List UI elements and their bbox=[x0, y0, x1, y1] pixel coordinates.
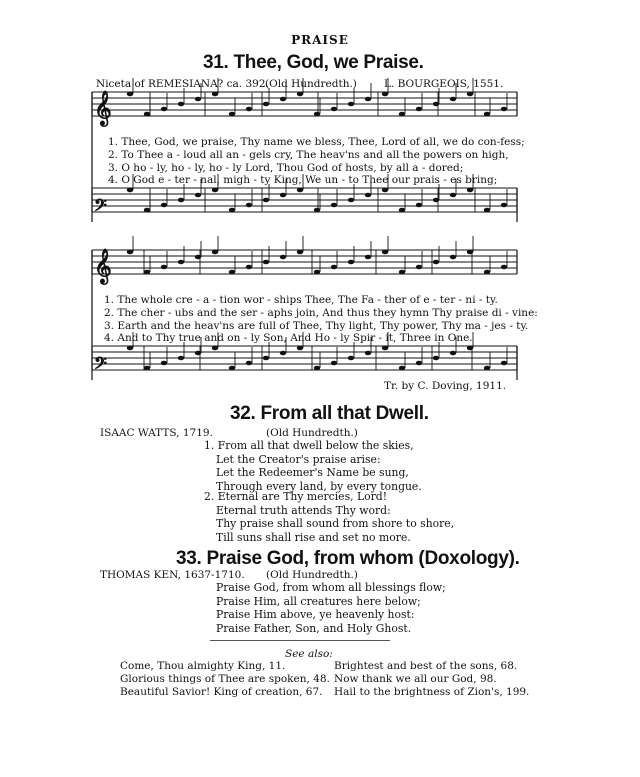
note-head bbox=[229, 208, 235, 213]
treble-clef-icon: 𝄞 bbox=[94, 91, 112, 126]
note-head bbox=[331, 203, 337, 208]
note-head bbox=[263, 356, 269, 361]
verse-line: Praise God, from whom all blessings flow; bbox=[216, 581, 446, 594]
note-head bbox=[178, 260, 184, 265]
note-head bbox=[382, 346, 388, 351]
hymn-33-tune: (Old Hundredth.) bbox=[266, 569, 358, 581]
lyric-line: 3. O ho - ly, ho - ly, ho - ly Lord, Thou God of hosts, by all a - dored; bbox=[108, 161, 464, 174]
note-head bbox=[348, 356, 354, 361]
note-head bbox=[144, 270, 150, 275]
hymn-33-title: 33. Praise God, from whom (Doxology). bbox=[176, 548, 520, 569]
hymn-32-author: ISAAC WATTS, 1719. bbox=[100, 427, 213, 439]
note-head bbox=[280, 255, 286, 260]
note-head bbox=[280, 193, 286, 198]
note-head bbox=[450, 351, 456, 356]
note-head bbox=[365, 351, 371, 356]
divider bbox=[210, 640, 390, 641]
note-head bbox=[467, 346, 473, 351]
note-head bbox=[246, 265, 252, 270]
verse-line: 2. Eternal are Thy mercies, Lord! bbox=[204, 490, 388, 503]
note-head bbox=[246, 203, 252, 208]
see-also-link[interactable]: Brightest and best of the sons, 68. bbox=[334, 660, 518, 672]
note-head bbox=[399, 270, 405, 275]
note-head bbox=[280, 97, 286, 102]
lyric-line: 3. Earth and the heav'ns are full of Thee, Thy light, Thy power, Thy ma - jes - ty. bbox=[104, 319, 529, 332]
note-head bbox=[161, 107, 167, 112]
lyric-line: 1. The whole cre - a - tion wor - ships Thee, The Fa - ther of e - ter - ni - ty. bbox=[104, 294, 498, 306]
hymn-31-system1-lyrics bbox=[108, 136, 525, 187]
note-head bbox=[195, 193, 201, 198]
see-also-right-list bbox=[334, 660, 529, 699]
note-head bbox=[501, 203, 507, 208]
note-head bbox=[144, 112, 150, 117]
note-head bbox=[433, 260, 439, 265]
note-head bbox=[450, 97, 456, 102]
note-head bbox=[365, 193, 371, 198]
note-head bbox=[382, 92, 388, 97]
note-head bbox=[501, 107, 507, 112]
note-head bbox=[212, 92, 218, 97]
note-head bbox=[314, 112, 320, 117]
note-head bbox=[263, 102, 269, 107]
note-head bbox=[348, 102, 354, 107]
note-head bbox=[178, 356, 184, 361]
note-head bbox=[382, 250, 388, 255]
see-also-link[interactable]: Come, Thou almighty King, 11. bbox=[120, 660, 286, 672]
note-head bbox=[195, 351, 201, 356]
note-head bbox=[484, 366, 490, 371]
note-head bbox=[229, 112, 235, 117]
note-head bbox=[127, 250, 133, 255]
note-head bbox=[484, 208, 490, 213]
note-head bbox=[144, 366, 150, 371]
hymn-32-title: 32. From all that Dwell. bbox=[230, 403, 429, 424]
note-head bbox=[416, 203, 422, 208]
note-head bbox=[348, 198, 354, 203]
lyric-line: 1. Thee, God, we praise, Thy name we bless, Thee, Lord of all, we do con-fess; bbox=[108, 136, 525, 148]
note-head bbox=[399, 366, 405, 371]
note-head bbox=[331, 107, 337, 112]
note-head bbox=[297, 188, 303, 193]
note-head bbox=[297, 250, 303, 255]
note-head bbox=[484, 270, 490, 275]
note-head bbox=[263, 198, 269, 203]
note-head bbox=[178, 102, 184, 107]
note-head bbox=[348, 260, 354, 265]
note-head bbox=[365, 97, 371, 102]
hymn-31-composer: L. BOURGEOIS, 1551. bbox=[384, 78, 504, 90]
hymn-31-system2-lyrics bbox=[104, 294, 538, 345]
verse-line: Thy praise shall sound from shore to shore, bbox=[216, 517, 455, 530]
hymn-33-author: THOMAS KEN, 1637-1710. bbox=[100, 569, 245, 581]
note-head bbox=[297, 346, 303, 351]
note-head bbox=[212, 250, 218, 255]
note-head bbox=[314, 270, 320, 275]
note-head bbox=[416, 265, 422, 270]
treble-clef-icon: 𝄞 bbox=[94, 249, 112, 284]
note-head bbox=[433, 198, 439, 203]
verse-line: Praise Him, all creatures here below; bbox=[216, 594, 421, 608]
lyric-line: 4. O God e - ter - nal, migh - ty King, We un - to Thee our prais - es bring; bbox=[108, 174, 498, 187]
see-also-left-list bbox=[120, 660, 330, 699]
note-head bbox=[195, 255, 201, 260]
note-head bbox=[450, 193, 456, 198]
verse-line: Eternal truth attends Thy word: bbox=[216, 503, 391, 517]
note-head bbox=[331, 361, 337, 366]
lyric-line: 4. And to Thy true and on - ly Son, And Ho - ly Spir - it, Three in One. bbox=[104, 332, 473, 345]
see-also-heading: See also: bbox=[285, 648, 333, 660]
verse-line: Till suns shall rise and set no more. bbox=[216, 530, 411, 544]
note-head bbox=[161, 361, 167, 366]
lyric-line: 2. To Thee a - loud all an - gels cry, The heav'ns and all the powers on high, bbox=[108, 148, 509, 161]
note-head bbox=[382, 188, 388, 193]
verse-line: Praise Him above, ye heavenly host: bbox=[216, 608, 415, 621]
verse-line: 1. From all that dwell below the skies, bbox=[204, 439, 414, 452]
lyric-line: 2. The cher - ubs and the ser - aphs join, And thus they hymn Thy praise di - vine: bbox=[104, 306, 538, 319]
note-head bbox=[501, 361, 507, 366]
hymn-31-author: Niceta of REMESIANA? ca. 392. bbox=[96, 78, 269, 90]
hymn-33-verse bbox=[216, 581, 446, 635]
note-head bbox=[127, 92, 133, 97]
verse-line: Let the Creator's praise arise: bbox=[216, 452, 381, 466]
note-head bbox=[161, 265, 167, 270]
note-head bbox=[246, 107, 252, 112]
note-head bbox=[467, 92, 473, 97]
see-also-link[interactable]: Beautiful Savior! King of creation, 67. bbox=[120, 686, 323, 698]
note-head bbox=[127, 346, 133, 351]
note-head bbox=[484, 112, 490, 117]
note-head bbox=[127, 188, 133, 193]
note-head bbox=[229, 366, 235, 371]
bass-clef-icon: 𝄢 bbox=[94, 353, 107, 377]
note-head bbox=[212, 188, 218, 193]
note-head bbox=[246, 361, 252, 366]
note-head bbox=[144, 208, 150, 213]
note-head bbox=[314, 208, 320, 213]
note-head bbox=[399, 208, 405, 213]
note-head bbox=[280, 351, 286, 356]
note-head bbox=[467, 250, 473, 255]
note-head bbox=[229, 270, 235, 275]
note-head bbox=[314, 366, 320, 371]
note-head bbox=[416, 361, 422, 366]
note-head bbox=[161, 203, 167, 208]
note-head bbox=[450, 255, 456, 260]
verse-line: Praise Father, Son, and Holy Ghost. bbox=[216, 621, 412, 635]
note-head bbox=[433, 102, 439, 107]
hymn-31-translator: Tr. by C. Doving, 1911. bbox=[384, 380, 507, 392]
verse-line: Through every land, by every tongue. bbox=[216, 479, 422, 493]
note-head bbox=[331, 265, 337, 270]
see-also-link[interactable]: Glorious things of Thee are spoken, 48. bbox=[120, 673, 330, 685]
note-head bbox=[212, 346, 218, 351]
note-head bbox=[501, 265, 507, 270]
hymn-32-verse-1 bbox=[204, 439, 422, 493]
note-head bbox=[467, 188, 473, 193]
see-also-link[interactable]: Hail to the brightness of Zion's, 199. bbox=[334, 686, 530, 698]
hymn-32-verse-2 bbox=[204, 490, 454, 544]
bass-clef-icon: 𝄢 bbox=[94, 195, 107, 219]
note-head bbox=[433, 356, 439, 361]
verse-line: Let the Redeemer's Name be sung, bbox=[216, 466, 409, 479]
hymn-31-tune: (Old Hundredth.) bbox=[265, 78, 357, 90]
note-head bbox=[178, 198, 184, 203]
section-heading: PRAISE bbox=[291, 33, 349, 47]
note-head bbox=[195, 97, 201, 102]
see-also-link[interactable]: Now thank we all our God, 98. bbox=[334, 673, 497, 685]
note-head bbox=[399, 112, 405, 117]
hymn-31-title: 31. Thee, God, we Praise. bbox=[203, 52, 424, 73]
note-head bbox=[297, 92, 303, 97]
note-head bbox=[263, 260, 269, 265]
note-head bbox=[416, 107, 422, 112]
note-head bbox=[365, 255, 371, 260]
hymn-32-tune: (Old Hundredth.) bbox=[266, 427, 358, 439]
